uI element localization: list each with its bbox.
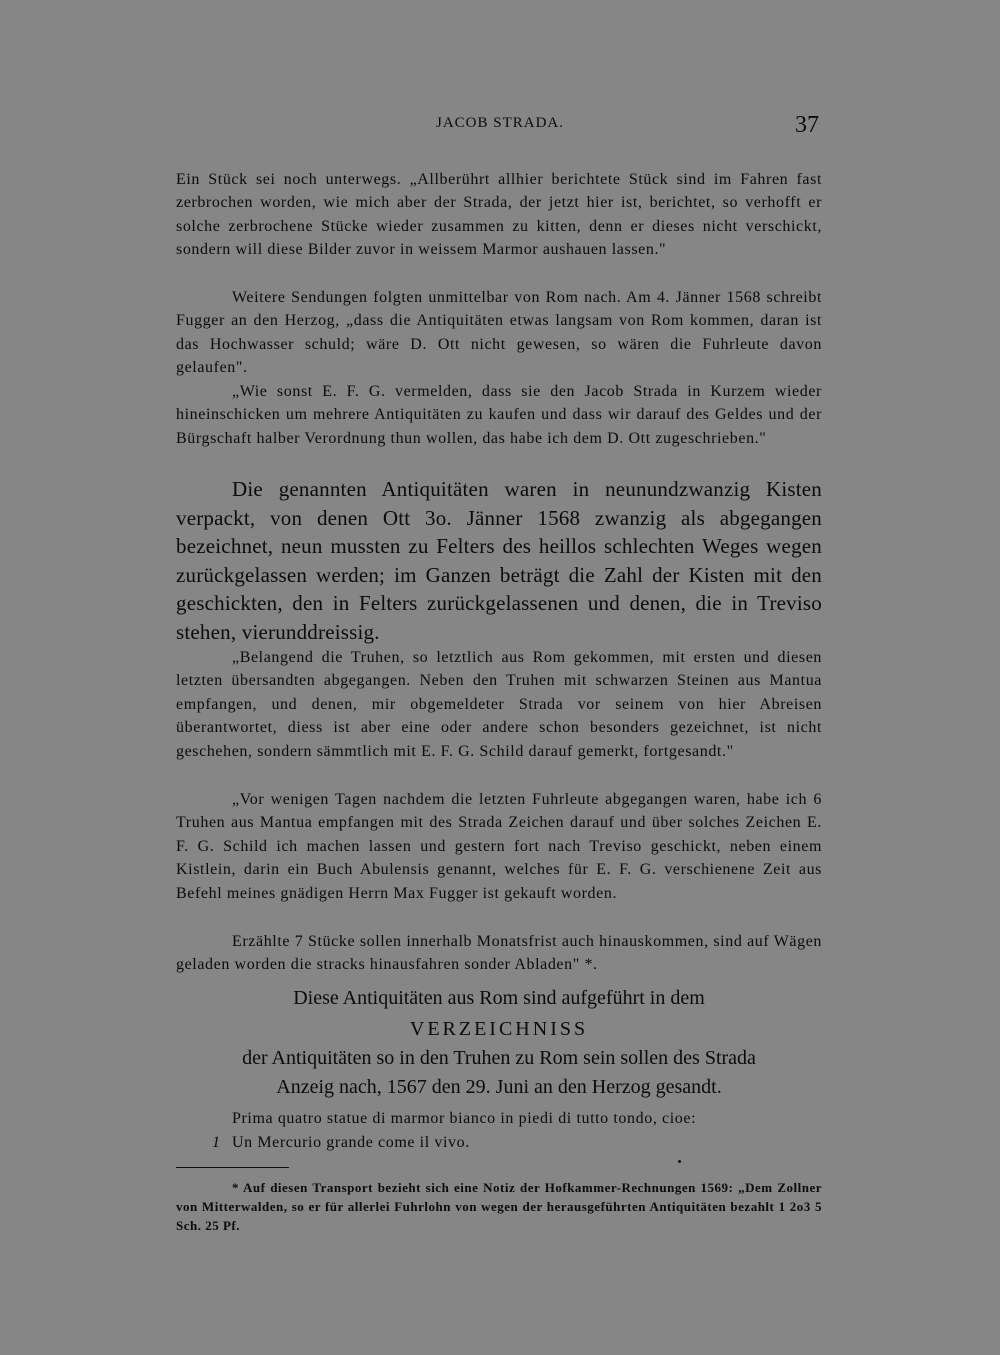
paragraph-5: „Belangend die Truhen, so letztlich aus Rom gekommen, mit ersten und diesen letzten übersandten abgegangen. Neben den Truhen mit schwarzen Steinen aus Mantua empfangen, und denen, mir obgemeldeter Strada vor seinem von hier Abreisen überantwortet, diess ist aber eine oder andere schon besonders gezeichnet, ist nicht geschehen, sondern sämmtlich mit E. F. G. Schild darauf gemerkt, fortgesandt.": [176, 649, 822, 760]
footnote-rule: [176, 1167, 289, 1168]
list-intro: Prima quatro statue di marmor bianco in piedi di tutto tondo, cioe:: [232, 1110, 697, 1127]
list-item-mark: 1: [212, 1134, 221, 1151]
paragraph-4-large: Die genannten Antiquitäten waren in neunundzwanzig Kisten verpackt, von denen Ott 3o. Jänner 1568 zwanzig als abgegangen bezeichnet, neun mussten zu Felters des heillos schlechten Weges wegen zurückgelassen werden; im Ganzen beträgt die Zahl der Kisten mit den geschickten, den in Felters zurückgelassenen und denen, die in Treviso stehen, vierunddreissig.: [176, 477, 822, 644]
paragraph-2: Weitere Sendungen folgten unmittelbar von Rom nach. Am 4. Jänner 1568 schreibt Fugger an den Herzog, „dass die Antiquitäten etwas langsam von Rom kommen, daran ist das Hochwasser schuld; wäre D. Ott nicht gewesen, so wären die Fuhrleute davon gelaufen".: [176, 289, 822, 377]
list-item-text: Un Mercurio grande come il vivo.: [232, 1134, 470, 1151]
section-heading-caps: VERZEICHNISS: [409, 1018, 589, 1040]
paragraph-7: Erzählte 7 Stücke sollen innerhalb Monatsfrist auch hinauskommen, sind auf Wägen geladen worden die stracks hinausfahren sonder Abladen" *.: [176, 933, 822, 974]
paragraph-6: „Vor wenigen Tagen nachdem die letzten Fuhrleute abgegangen waren, habe ich 6 Truhen aus Mantua empfangen mit des Strada Zeichen darauf und über solches Zeichen E. F. G. Schild ich machen lassen und gestern fort nach Treviso geschickt, neben einem Kistlein, darin ein Buch Abulensis genannt, welches für E. F. G. verschienene Zeit aus Befehl meines gnädigen Herrn Max Fugger ist gekauft worden.: [176, 791, 822, 902]
paragraph-3: „Wie sonst E. F. G. vermelden, dass sie den Jacob Strada in Kurzem wieder hineinschicken um mehrere Antiquitäten zu kaufen und dass wir darauf des Geldes und der Bürgschaft halber Verordnung thun wollen, das habe ich dem D. Ott zugeschrieben.": [176, 383, 822, 447]
section-heading-line-2: der Antiquitäten so in den Truhen zu Rom sein sollen des Strada: [242, 1047, 756, 1069]
section-heading-line-3: Anzeig nach, 1567 den 29. Juni an den Herzog gesandt.: [276, 1076, 722, 1098]
section-heading-line-1: Diese Antiquitäten aus Rom sind aufgeführt in dem: [293, 987, 705, 1009]
footnote: * Auf diesen Transport bezieht sich eine Notiz der Hofkammer-Rechnungen 1569: „Dem Zollner von Mitterwalden, so er für allerlei Fuhrlohn von wegen der herausgeführten Antiquitäten bezahlt 1 2o3 5 Sch. 25 Pf.: [176, 1180, 822, 1233]
page-number: 37: [795, 112, 819, 138]
running-header: JACOB STRADA.: [435, 115, 565, 131]
paragraph-1: Ein Stück sei noch unterwegs. „Allberührt allhier berichtete Stück sind im Fahren fast zerbrochen worden, wie mich aber der Strada, der jetzt hier ist, berichtet, so verhofft er solche zerbrochene Stücke wieder zusammen zu kitten, denn er dieses nicht verschickt, sondern will diese Bilder zuvor in weissem Marmor aushauen lassen.": [176, 171, 822, 259]
stray-mark: [678, 1160, 681, 1163]
